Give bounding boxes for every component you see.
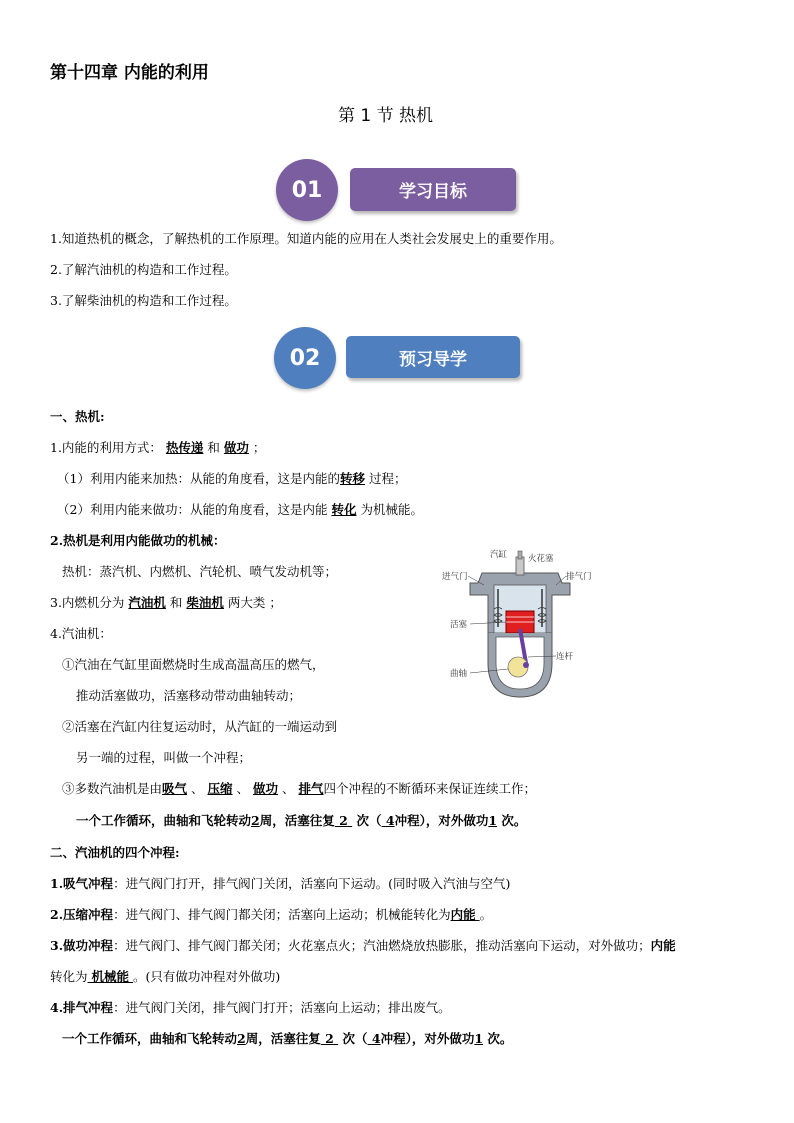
q-text: 次（ [342,1031,368,1046]
question-1-2 [57,502,423,518]
answer: 柴油机 [186,595,224,610]
section-number: 01 [291,177,323,203]
answer: 热传递 [165,440,204,455]
q-text: 冲程），对外做功 [380,1031,475,1046]
question-2: 2.热机是利用内能做功的机械： [50,533,226,548]
q-text: 周，活塞往复 [259,813,335,828]
label-spark-plug: 火花塞 [528,554,554,564]
label-exhaust-valve: 排气门 [566,572,592,582]
section-badge-preview [346,336,520,378]
section-title: 第 1 节 热机 [338,106,434,126]
label-piston: 活塞 [450,620,468,630]
stroke-text: 。 [479,907,493,922]
answer: 压缩 [207,781,233,796]
work-cycle-summary [76,813,526,829]
q-text: 周，活塞往复 [245,1031,321,1046]
q4-item-3 [62,781,536,797]
q-text: 次。 [487,1031,513,1046]
answer: 2 [237,1031,246,1046]
label-crankshaft: 曲轴 [450,669,468,679]
question-1-1 [57,471,406,487]
q-text: 四个冲程的不断循环来保证连续工作； [323,781,537,796]
q4-item-2b: 另一端的过程，叫做一个冲程； [76,750,252,765]
q-text: 冲程），对外做功 [394,813,489,828]
answer: 2 [339,813,348,828]
q-text: （1）利用内能来加热：从能的角度看，这是内能的 [57,471,340,486]
goal-item: 2.了解汽油机的构造和工作过程。 [50,262,237,277]
stroke-text: ：进气阀门打开，排气阀门关闭，活塞向下运动。(同时吸入汽油与空气) [113,876,511,891]
q-text: 3.内燃机分为 [50,595,125,610]
work-cycle-summary [62,1031,512,1047]
section-number-badge [276,159,338,221]
answer: 做功 [253,781,279,796]
goal-item: 3.了解柴油机的构造和工作过程。 [50,293,237,308]
question-1 [50,440,265,456]
question-2-examples: 热机：蒸汽机、内燃机、汽轮机、喷气发动机等； [62,564,338,579]
answer: 4 [385,813,395,828]
chapter-title: 第十四章 内能的利用 [50,63,209,83]
q-text: 两大类 ； [227,595,282,610]
part-heading: 二、汽油机的四个冲程: [50,845,180,860]
answer: 1 [474,1031,484,1046]
label-intake-valve: 进气门 [442,572,468,582]
stroke-exhaust [50,1000,451,1016]
section-number-badge [274,327,336,389]
label-cylinder: 汽缸 [490,550,508,560]
q-text: 次。 [501,813,527,828]
stroke-name: 2.压缩冲程 [50,907,114,922]
q-text: 和 [169,595,183,610]
answer: 2 [251,813,260,828]
stroke-power [50,938,676,954]
q-text: ； [252,440,266,455]
stroke-compression [50,907,492,923]
answer: 2 [325,1031,334,1046]
answer: 做功 [223,440,249,455]
question-4: 4.汽油机： [50,626,112,641]
section-number: 02 [289,345,321,371]
q4-item-1b: 推动活塞做功，活塞移动带动曲轴转动； [76,688,302,703]
answer: 汽油机 [128,595,166,610]
stroke-text: ：进气阀门关闭，排气阀门打开；活塞向上运动；排出废气。 [113,1000,451,1015]
section-badge-learning-goals [350,168,516,211]
stroke-name: 3.做功冲程 [50,938,114,953]
stroke-name: 4.排气冲程 [50,1000,114,1015]
label-connecting-rod: 连杆 [556,652,574,662]
answer: 内能 [450,907,476,922]
answer: 排气 [298,781,324,796]
q4-item-2a: ②活塞在汽缸内往复运动时，从汽缸的一端运动到 [62,719,338,734]
answer: 机械能 [91,969,130,984]
question-3 [50,595,282,611]
q-text: 、 [282,781,295,796]
answer: 吸气 [162,781,188,796]
q-text: （2）利用内能来做功：从能的角度看，这是内能 [57,502,328,517]
answer: 1 [488,813,498,828]
stroke-power-line2 [50,969,280,985]
q-text: 次（ [356,813,382,828]
q-text: 为机械能。 [360,502,423,517]
stroke-name: 1.吸气冲程 [50,876,114,891]
q-text: 和 [207,440,220,455]
stroke-text: ：进气阀门、排气阀门都关闭；火花塞点火；汽油燃烧放热膨胀，推动活塞向下运动，对外做功； [113,938,651,953]
section-badge-label: 学习目标 [399,182,467,202]
stroke-text: 转化为 [50,969,88,984]
part-heading: 一、热机: [50,409,105,424]
goal-item: 1.知道热机的概念，了解热机的工作原理。知道内能的应用在人类社会发展史上的重要作用。 [50,231,562,246]
q-text: 一个工作循环，曲轴和飞轮转动 [76,813,252,828]
q-text: 一个工作循环，曲轴和飞轮转动 [62,1031,238,1046]
answer: 4 [371,1031,381,1046]
q-text: 、 [236,781,250,796]
stroke-text: 。(只有做功冲程对外做功) [133,969,281,984]
stroke-intake [50,876,510,892]
q-text: 、 [191,781,204,796]
answer: 转移 [339,471,365,486]
engine-diagram [440,545,600,710]
stroke-text: 内能 [650,938,676,953]
q4-item-1a: ①汽油在气缸里面燃烧时生成高温高压的燃气， [62,657,325,672]
q-text: 过程； [368,471,407,486]
section-badge-label: 预习导学 [399,349,467,370]
q-text: ③多数汽油机是由 [62,781,163,796]
stroke-text: ：进气阀门、排气阀门都关闭；活塞向上运动；机械能转化为 [113,907,451,922]
answer: 转化 [331,502,357,517]
q-text: 1.内能的利用方式： [50,440,162,455]
